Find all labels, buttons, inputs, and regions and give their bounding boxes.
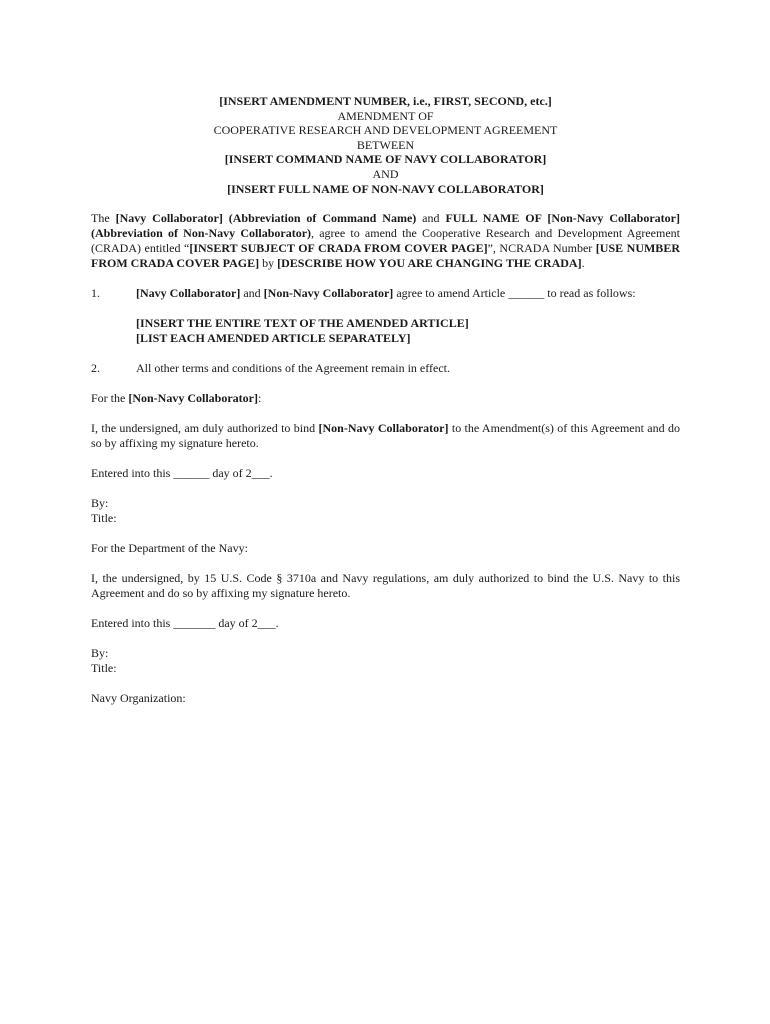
non-navy-collaborator-line: [INSERT FULL NAME OF NON-NAVY COLLABORATOR]: [227, 181, 544, 196]
intro-non-navy-collaborator: FULL NAME OF [Non-Navy Collaborator] (Abbreviation of Non-Navy Collaborator): [91, 211, 680, 241]
agreement-name-line: COOPERATIVE RESEARCH AND DEVELOPMENT AGREEMENT: [213, 123, 558, 138]
non-navy-entered-line: Entered into this ______ day of 2___.: [91, 466, 273, 481]
navy-by-line: By:: [91, 646, 109, 661]
intro-text: by: [259, 256, 278, 271]
intro-text: and: [416, 211, 446, 226]
amendment-of-line: AMENDMENT OF: [337, 108, 434, 123]
item-text: [136, 286, 680, 301]
navy-authorization: I, the undersigned, by 15 U.S. Code § 3710a and Navy regulations, am duly authorized to bind the U.S. Navy to this Agreement and do so by affixing my signature hereto.: [91, 571, 680, 601]
numbered-item-2: [91, 361, 680, 376]
numbered-item-1: [91, 286, 680, 301]
intro-text: The: [91, 211, 116, 226]
document-header: [91, 94, 680, 196]
insert-instructions: [91, 316, 680, 346]
item-number: 1.: [91, 286, 100, 301]
item-number: 2.: [91, 361, 100, 376]
intro-text: ”, NCRADA Number: [487, 241, 596, 256]
non-navy-title-line: Title:: [91, 511, 117, 526]
list-amended-articles-line: [LIST EACH AMENDED ARTICLE SEPARATELY]: [136, 331, 411, 346]
auth-non-navy-collaborator: [Non-Navy Collaborator]: [318, 421, 449, 436]
item-non-navy-collaborator: [Non-Navy Collaborator]: [263, 286, 394, 301]
intro-text: .: [581, 256, 585, 271]
intro-paragraph: [91, 211, 680, 271]
for-prefix: For the: [91, 391, 129, 406]
between-line: BETWEEN: [356, 137, 415, 152]
intro-change-description: [DESCRIBE HOW YOU ARE CHANGING THE CRADA]: [277, 256, 582, 271]
navy-organization-line: Navy Organization:: [91, 691, 186, 706]
intro-navy-collaborator: [Navy Collaborator] (Abbreviation of Command Name): [115, 211, 417, 226]
intro-crada-number: [USE NUMBER FROM CRADA COVER PAGE]: [91, 241, 680, 271]
for-non-navy-collaborator: [Non-Navy Collaborator]: [128, 391, 258, 406]
insert-amended-article-line: [INSERT THE ENTIRE TEXT OF THE AMENDED ARTICLE]: [136, 316, 469, 331]
for-suffix: :: [258, 391, 262, 406]
item-text-part: agree to amend Article ______ to read as follows:: [393, 286, 636, 301]
item-text-part: and: [240, 286, 264, 301]
navy-entered-line: Entered into this _______ day of 2___.: [91, 616, 279, 631]
auth-text: I, the undersigned, am duly authorized to bind: [91, 421, 319, 436]
navy-for-line: For the Department of the Navy:: [91, 541, 248, 556]
navy-collaborator-line: [INSERT COMMAND NAME OF NAVY COLLABORATOR]: [224, 152, 547, 167]
navy-title-line: Title:: [91, 661, 117, 676]
intro-crada-subject: [INSERT SUBJECT OF CRADA FROM COVER PAGE]: [189, 241, 488, 256]
non-navy-for-line: [91, 391, 680, 406]
item-navy-collaborator: [Navy Collaborator]: [136, 286, 241, 301]
amendment-number-line: [INSERT AMENDMENT NUMBER, i.e., FIRST, SECOND, etc.]: [219, 94, 552, 108]
auth-text: to the Amendment(s) of this Agreement and do so by affixing my signature hereto.: [91, 421, 680, 451]
and-line: AND: [372, 166, 399, 181]
item-text: All other terms and conditions of the Agreement remain in effect.: [136, 361, 451, 376]
non-navy-authorization: [91, 421, 680, 451]
intro-text: , agree to amend the Cooperative Research and Development Agreement (CRADA) entitled “: [91, 226, 680, 256]
non-navy-by-line: By:: [91, 496, 109, 511]
